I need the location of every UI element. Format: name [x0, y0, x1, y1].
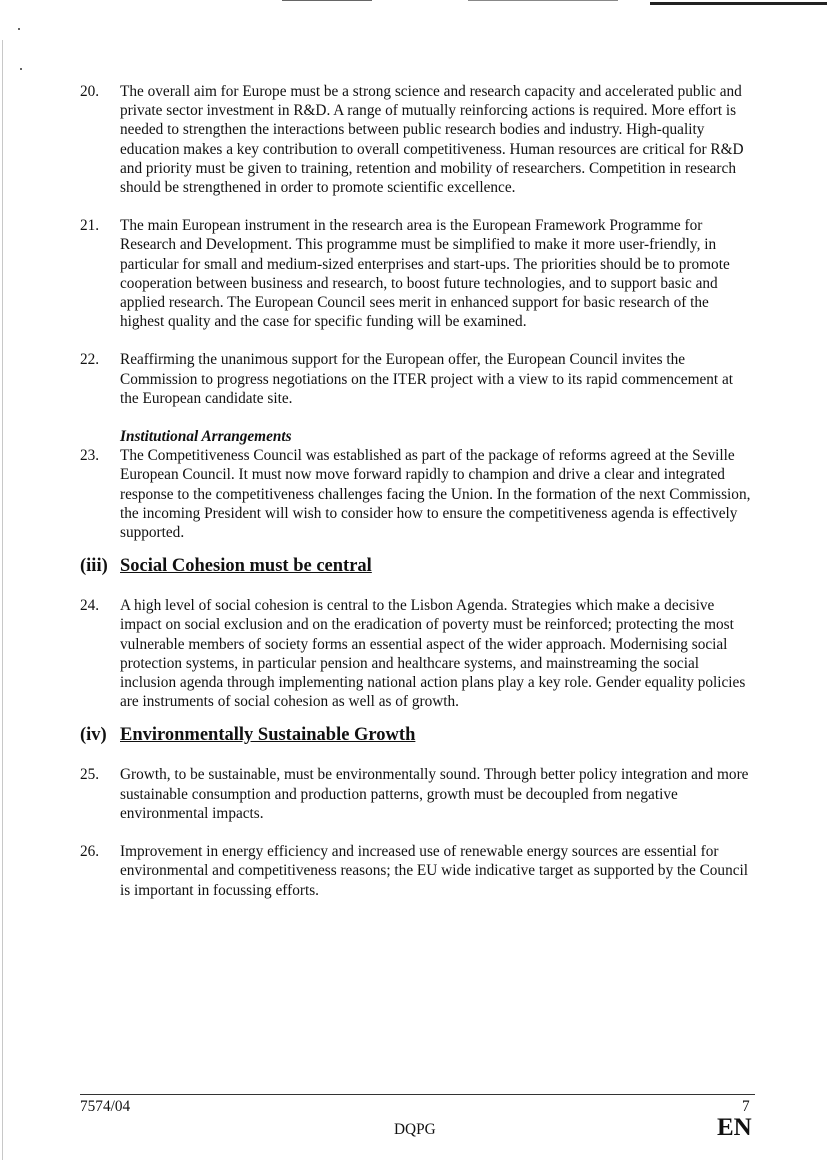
paragraph-text: A high level of social cohesion is central to the Lisbon Agenda. Strategies which make a decisive impact on social exclusion and on the eradication of poverty must be reinforced; protecting the most vulnerable members of society forms an essential aspect of the wider approach. Modernising social protection systems, in particular pension and healthcare systems, and mainstreaming the social inclusion agenda through implementing national action plans play a key role. Gender equality policies are instruments of social cohesion as well as of growth. — [120, 597, 746, 711]
scan-speck — [18, 28, 20, 30]
unit-code: DQPG — [394, 1121, 436, 1138]
language-code: EN — [717, 1114, 752, 1141]
section-number: (iii) — [80, 556, 108, 577]
paragraph-25 — [80, 765, 755, 823]
paragraph-text: The main European instrument in the research area is the European Framework Programme for Research and Development. This programme must be simplified to make it more user-friendly, in particular for small and medium-sized enterprises and start-ups. The priorities should be to promote cooperation between business and research, to boost future technologies, and to support basic and applied research. The European Council sees merit in enhanced support for basic research of the highest quality and the case for specific funding will be examined. — [120, 217, 730, 331]
section-title: Environmentally Sustainable Growth — [120, 725, 416, 746]
section-heading-environmental-growth — [80, 724, 755, 746]
paragraph-20 — [80, 82, 755, 197]
paragraph-number: 20. — [80, 83, 100, 100]
section-number: (iv) — [80, 725, 107, 746]
paragraph-text: The Competitiveness Council was established as part of the package of reforms agreed at the Seville European Council. It must now move forward rapidly to champion and drive a clear and integrated response to the competitiveness challenges facing the Union. In the formation of the next Commission, the incoming President will wish to consider how to ensure the competitiveness agenda is effectively supported. — [120, 447, 751, 542]
left-margin-line — [2, 40, 3, 1160]
scan-speck — [20, 68, 22, 70]
footer-divider — [80, 1094, 755, 1095]
paragraph-21 — [80, 216, 755, 331]
paragraph-22 — [80, 350, 755, 408]
paragraph-number: 22. — [80, 351, 100, 369]
paragraph-number: 21. — [80, 217, 100, 235]
paragraph-text: Improvement in energy efficiency and increased use of renewable energy sources are essential for environmental and competitiveness reasons; the EU wide indicative target as supported by the Council is important in focussing efforts. — [120, 843, 749, 899]
paragraph-number: 24. — [80, 597, 100, 615]
paragraph-number: 26. — [80, 843, 100, 861]
top-scan-rule — [0, 0, 827, 6]
top-rule-segment — [468, 0, 618, 1]
subheading-institutional-arrangements: Institutional Arrangements — [120, 428, 292, 446]
paragraph-24 — [80, 596, 755, 711]
paragraph-text: Reaffirming the unanimous support for the European offer, the European Council invites the Commission to progress negotiations on the ITER project with a view to its rapid commencement at the European candidate site. — [120, 351, 734, 407]
paragraph-23 — [80, 446, 755, 542]
document-reference: 7574/04 — [80, 1098, 131, 1115]
paragraph-text: Growth, to be sustainable, must be environmentally sound. Through better policy integration and more sustainable consumption and production patterns, growth must be decoupled from negative environmental impacts. — [120, 766, 749, 822]
section-title: Social Cohesion must be central — [120, 556, 372, 577]
section-heading-social-cohesion — [80, 555, 755, 577]
page-number: 7 — [742, 1098, 750, 1115]
top-rule-segment — [282, 0, 372, 1]
paragraph-number: 23. — [80, 447, 100, 465]
document-body — [80, 82, 755, 900]
paragraph-26 — [80, 842, 755, 900]
paragraph-number: 25. — [80, 766, 100, 784]
paragraph-text: The overall aim for Europe must be a strong science and research capacity and accelerated public and private sector investment in R&D. A range of mutually reinforcing actions is required. More effort is needed to strengthen the interactions between public research bodies and industry. High-quality education makes a key contribution to overall competitiveness. Human resources are critical for R&D and priority must be given to training, retention and mobility of researchers. Competition in research should be strengthened in order to promote scientific excellence. — [120, 83, 744, 197]
top-rule-segment — [650, 2, 827, 5]
